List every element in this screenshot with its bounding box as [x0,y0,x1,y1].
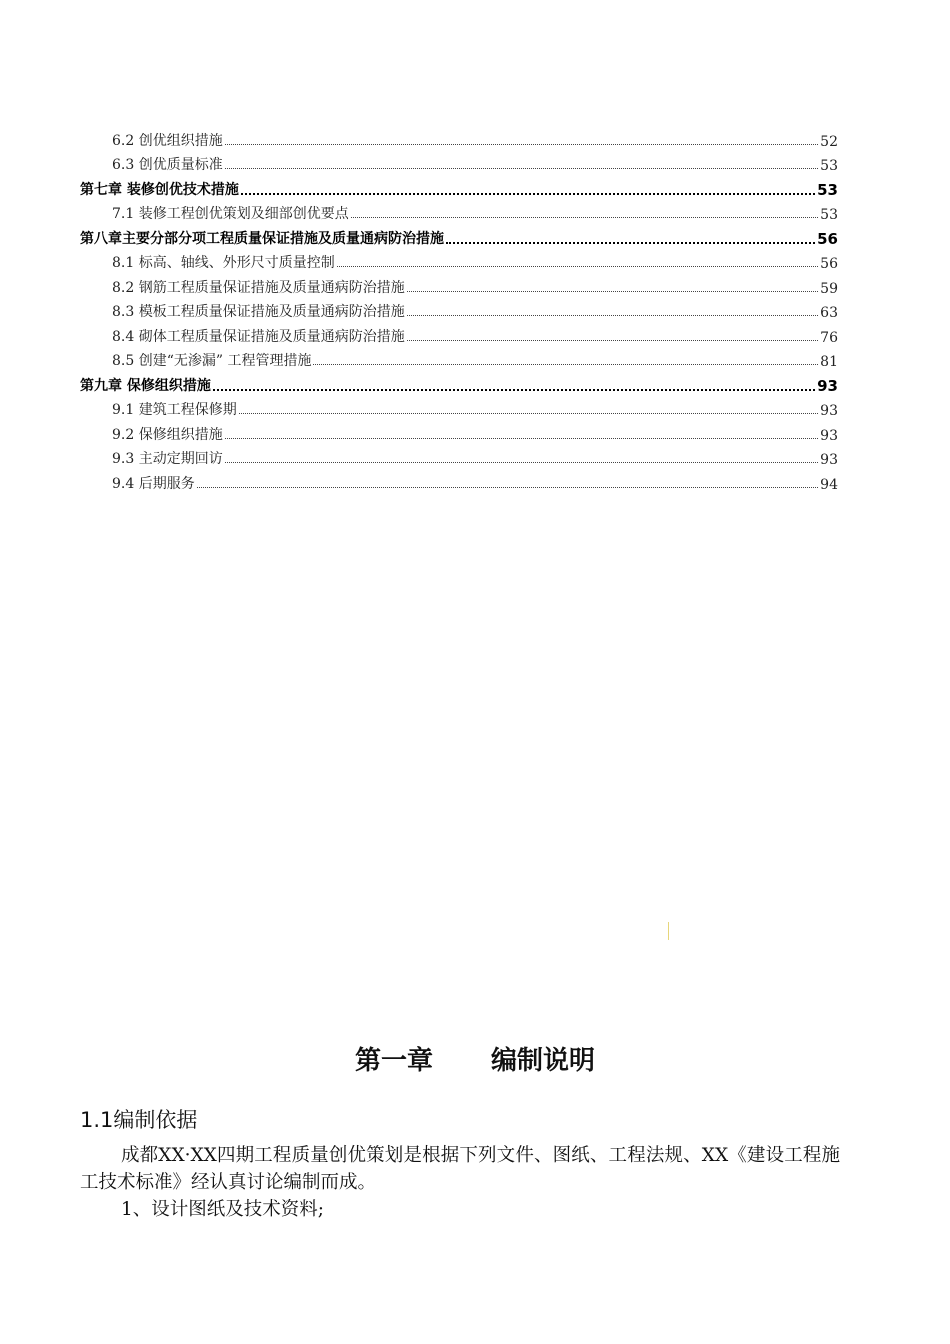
toc-entry-title: 第七章 装修创优技术措施 [80,181,239,198]
toc-entry-title: 8.5 创建“无渗漏” 工程管理措施 [112,353,312,369]
toc-entry-page: 93 [820,427,838,444]
toc-entry-title: 8.4 砌体工程质量保证措施及质量通病防治措施 [112,328,405,345]
toc-entry-page: 93 [820,403,838,419]
toc-leader-dots [407,314,818,316]
chapter-number: 第一章 [354,1046,433,1076]
toc-entry[interactable] [80,370,838,395]
toc-leader-dots [351,216,818,218]
toc-entry-page: 53 [820,207,838,223]
toc-leader-dots [225,143,818,145]
toc-leader-dots [213,388,815,391]
chapter-heading [0,1040,950,1077]
toc-entry[interactable] [80,272,838,297]
toc-entry[interactable] [80,223,838,248]
toc-leader-dots [239,412,818,414]
toc-entry-title: 8.3 模板工程质量保证措施及质量通病防治措施 [112,304,405,320]
toc-entry-title: 第九章 保修组织措施 [80,377,211,394]
toc-entry-page: 52 [820,133,838,150]
toc-entry[interactable] [80,419,838,444]
toc-leader-dots [407,290,818,292]
toc-entry-page: 94 [820,476,838,493]
list-item: 1、设计图纸及技术资料; [121,1199,325,1220]
toc-leader-dots [225,167,818,169]
toc-entry-page: 56 [820,256,838,272]
toc-entry-page: 81 [820,354,838,370]
toc-entry[interactable] [80,297,838,322]
toc-entry[interactable] [80,346,838,371]
toc-entry[interactable] [80,199,838,224]
chapter-title: 编制说明 [491,1046,596,1076]
toc-leader-dots [313,363,818,365]
toc-entry-page: 93 [817,376,838,395]
toc-entry-title: 7.1 装修工程创优策划及细部创优要点 [112,206,349,222]
toc-entry-page: 53 [820,158,838,174]
toc-entry-page: 59 [820,280,838,297]
toc-entry-title: 9.4 后期服务 [112,475,195,492]
toc-entry[interactable] [80,468,838,493]
toc-leader-dots [225,461,818,463]
toc-entry-title: 9.3 主动定期回访 [112,451,223,467]
toc-entry-page: 63 [820,305,838,321]
toc-entry-page: 93 [820,452,838,468]
toc-entry-title: 9.1 建筑工程保修期 [112,402,237,418]
body-paragraph: 成都XX·XX四期工程质量创优策划是根据下列文件、图纸、工程法规、XX《建设工程施工技术标准》经认真讨论编制而成。 [80,1145,840,1193]
toc-entry[interactable] [80,174,838,199]
toc-entry[interactable] [80,444,838,469]
toc-leader-dots [225,437,818,439]
toc-entry-title: 6.3 创优质量标准 [112,157,223,173]
toc-entry-page: 53 [817,180,838,199]
toc-entry[interactable] [80,321,838,346]
toc-entry-title: 第八章主要分部分项工程质量保证措施及质量通病防治措施 [80,230,444,247]
toc-leader-dots [337,265,818,267]
section-heading: 1.1编制依据 [80,1108,198,1132]
toc-entry[interactable] [80,395,838,420]
table-of-contents [80,125,838,493]
toc-entry-title: 9.2 保修组织措施 [112,426,223,443]
toc-entry-title: 6.2 创优组织措施 [112,132,223,149]
toc-entry-page: 76 [820,329,838,346]
toc-entry-title: 8.2 钢筋工程质量保证措施及质量通病防治措施 [112,279,405,296]
toc-entry[interactable] [80,150,838,175]
toc-entry-page: 56 [817,229,838,248]
toc-leader-dots [197,486,818,488]
toc-entry[interactable] [80,125,838,150]
toc-entry[interactable] [80,248,838,273]
toc-entry-title: 8.1 标高、轴线、外形尺寸质量控制 [112,255,335,271]
toc-leader-dots [407,339,818,341]
toc-leader-dots [446,241,815,244]
text-cursor [668,922,669,940]
toc-leader-dots [241,192,815,195]
